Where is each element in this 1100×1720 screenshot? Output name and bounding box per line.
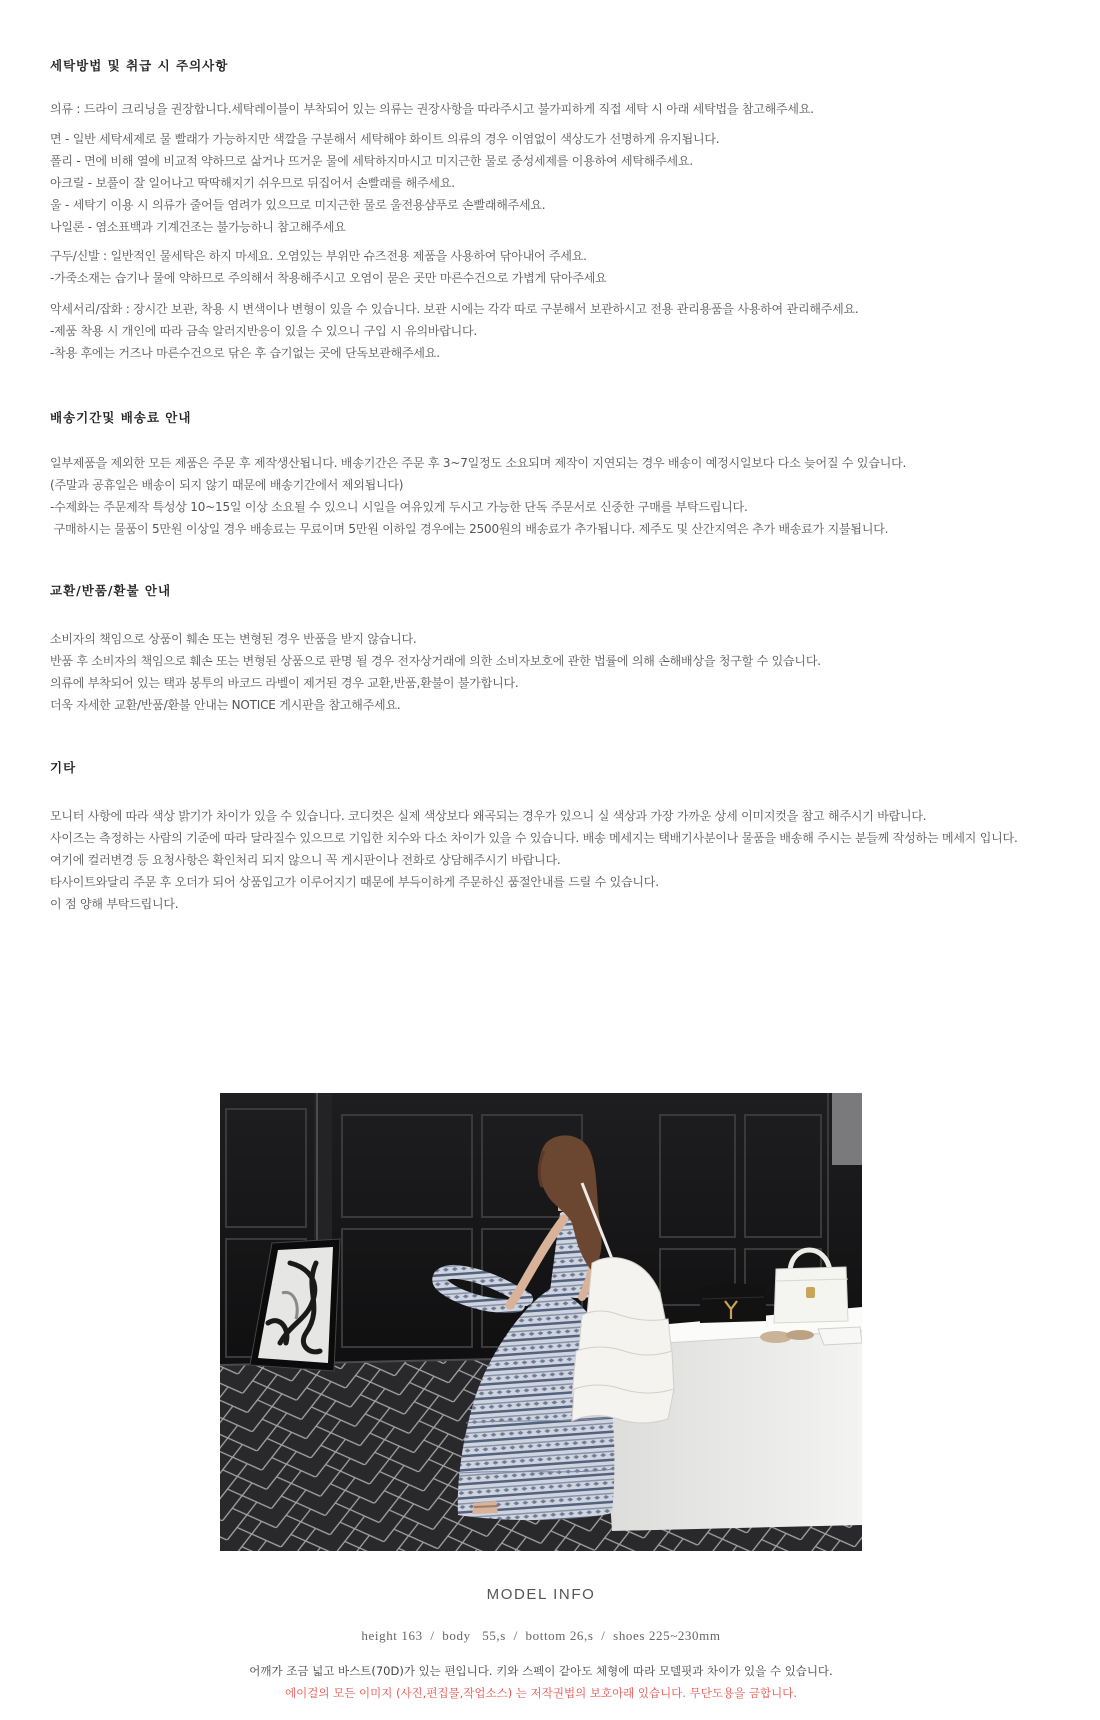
care-intro-group: [50, 98, 1088, 120]
etc-line: 여기에 컬러변경 등 요청사항은 확인처리 되지 않으니 꼭 게시판이나 전화로 상담해주시기 바랍니다.: [50, 853, 561, 867]
model-measurements: height 163 / body 55,s / bottom 26,s / shoes 225~230mm: [361, 1628, 721, 1643]
exchange-line: 소비자의 책임으로 상품이 훼손 또는 변형된 경우 반품을 받지 않습니다.: [50, 632, 417, 646]
exchange-line: 더욱 자세한 교환/반품/환불 안내는 NOTICE 게시판을 참고해주세요.: [50, 698, 401, 712]
etc-line: 타사이트와달리 주문 후 오더가 되어 상품입고가 이루어지기 때문에 부득이하게 주문하신 품절안내를 드릴 수 있습니다.: [50, 875, 659, 889]
shipping-line: 구매하시는 물품이 5만원 이상일 경우 배송료는 무료이며 5만원 이하일 경우에는 2500원의 배송료가 추가됩니다. 제주도 및 산간지역은 추가 배송료가 지불됩니다.: [50, 522, 889, 536]
shipping-heading: 배송기간및 배송료 안내: [50, 410, 192, 425]
care-fabric-line-cotton: 면 - 일반 세탁세제로 물 빨래가 가능하지만 색깔을 구분해서 세탁해야 화이트 의류의 경우 이염없이 색상도가 선명하게 유지됩니다.: [50, 132, 720, 146]
care-shoes-group: [50, 245, 1088, 289]
care-intro-line: 의류 : 드라이 크리닝을 권장합니다.세탁레이블이 부착되어 있는 의류는 권장사항을 따라주시고 불가피하게 직접 세탁 시 아래 세탁법을 참고해주세요.: [50, 102, 814, 116]
etc-group: [50, 805, 1088, 915]
copyright-notice: 에이걸의 모든 이미지 (사진,편집물,작업소스) 는 저작권법의 보호아래 있습니다. 무단도용을 금합니다.: [285, 1686, 797, 1700]
model-fit-note: 어깨가 조금 넓고 바스트(70D)가 있는 편입니다. 키와 스펙이 같아도 체형에 따라 모델핏과 차이가 있을 수 있습니다.: [249, 1664, 833, 1678]
care-shoes-line: 구두/신발 : 일반적인 물세탁은 하지 마세요. 오염있는 부위만 슈즈전용 제품을 사용하여 닦아내어 주세요.: [50, 249, 587, 263]
etc-heading: 기타: [50, 760, 77, 775]
exchange-line: 반품 후 소비자의 책임으로 훼손 또는 변형된 상품으로 판명 될 경우 전자상거래에 의한 소비자보호에 관한 법률에 의해 손해배상을 청구할 수 있습니다.: [50, 654, 821, 668]
etc-line: 사이즈는 측정하는 사람의 기준에 따라 달라질수 있으므로 기입한 치수와 다소 차이가 있을 수 있습니다. 배송 메세지는 택배기사분이나 물품을 배송해 주시는 분들께 작성하는 메세지 입니다.: [50, 831, 1018, 845]
shipping-line: -수제화는 주문제작 특성상 10~15일 이상 소요될 수 있으니 시일을 여유있게 두시고 가능한 단독 주문서로 신중한 구매를 부탁드립니다.: [50, 500, 748, 514]
care-accessory-line: 악세서리/잡화 : 장시간 보관, 착용 시 변색이나 변형이 있을 수 있습니다. 보관 시에는 각각 따로 구분해서 보관하시고 전용 관리용품을 사용하여 관리해주세요.: [50, 302, 859, 316]
care-fabric-line-nylon: 나일론 - 염소표백과 기계건조는 불가능하니 참고해주세요: [50, 220, 346, 234]
model-info-title: MODEL INFO: [486, 1586, 596, 1603]
exchange-line: 의류에 부착되어 있는 택과 봉투의 바코드 라벨이 제거된 경우 교환,반품,환불이 불가합니다.: [50, 676, 519, 690]
care-fabric-line-poly: 폴리 - 면에 비해 열에 비교적 약하므로 삶거나 뜨거운 물에 세탁하지마시고 미지근한 물로 중성세제를 이용하여 세탁해주세요.: [50, 154, 693, 168]
care-fabric-line-wool: 울 - 세탁기 이용 시 의류가 줄어들 염려가 있으므로 미지근한 물로 울전용샴푸로 손빨래해주세요.: [50, 198, 546, 212]
care-heading: 세탁방법 및 취급 시 주의사항: [50, 58, 229, 73]
care-shoes-line: -가죽소재는 습기나 물에 약하므로 주의해서 착용해주시고 오염이 묻은 곳만 마른수건으로 가볍게 닦아주세요: [50, 271, 607, 285]
black-handbag: [700, 1283, 766, 1323]
care-accessory-group: [50, 298, 1088, 364]
care-fabric-line-acrylic: 아크릴 - 보풀이 잘 일어나고 딱딱해지기 쉬우므로 뒤집어서 손빨래를 해주세요.: [50, 176, 455, 190]
model-photo: [220, 1093, 862, 1551]
shipping-group: [50, 452, 1088, 540]
etc-line: 모니터 사항에 따라 색상 밝기가 차이가 있을 수 있습니다. 코디컷은 실제 색상보다 왜곡되는 경우가 있으니 실 색상과 가장 가까운 상세 이미지컷을 참고 해주시기 바랍니다.: [50, 809, 927, 823]
shipping-line: (주말과 공휴일은 배송이 되지 않기 때문에 배송기간에서 제외됩니다): [50, 478, 404, 492]
shipping-line: 일부제품을 제외한 모든 제품은 주문 후 제작생산됩니다. 배송기간은 주문 후 3~7일정도 소요되며 제작이 지연되는 경우 배송이 예정시일보다 다소 늦어질 수 있습니다.: [50, 456, 907, 470]
care-accessory-line: -제품 착용 시 개인에 따라 금속 알러지반응이 있을 수 있으니 구입 시 유의바랍니다.: [50, 324, 478, 338]
care-accessory-line: -착용 후에는 거즈나 마른수건으로 닦은 후 습기없는 곳에 단독보관해주세요.: [50, 346, 440, 360]
care-fabric-group: [50, 128, 1088, 238]
exchange-group: [50, 628, 1088, 716]
exchange-heading: 교환/반품/환불 안내: [50, 583, 172, 598]
etc-line: 이 점 양해 부탁드립니다.: [50, 897, 179, 911]
